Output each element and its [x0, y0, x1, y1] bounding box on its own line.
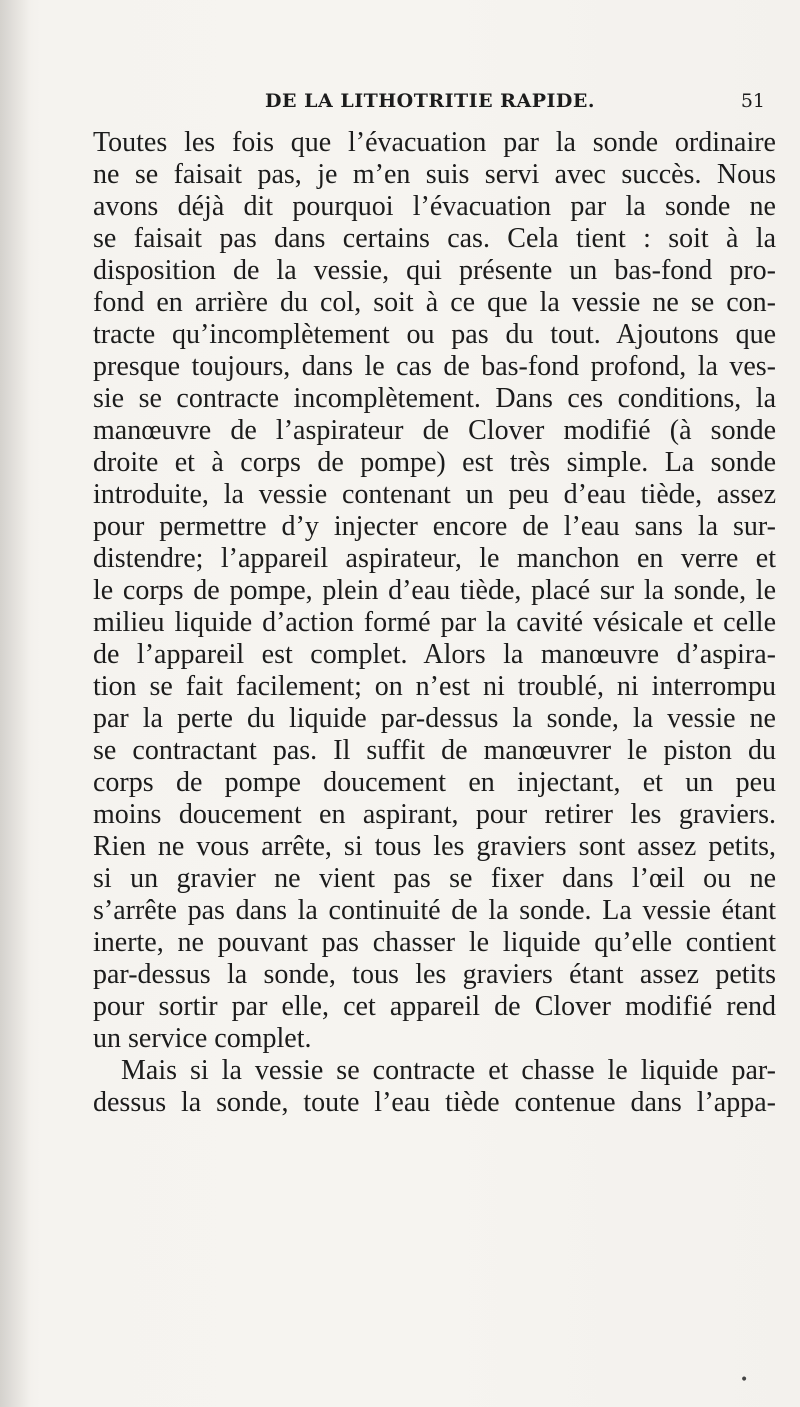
- text-line: par la perte du liquide par-dessus la sonde, la vessie ne: [93, 703, 776, 734]
- text-line: se faisait pas dans certains cas. Cela tient : soit à la: [93, 223, 776, 254]
- text-line: disposition de la vessie, qui présente un bas-fond pro-: [93, 255, 776, 286]
- text-line: pour sortir par elle, cet appareil de Clover modifié rend: [93, 991, 776, 1022]
- text-line: le corps de pompe, plein d’eau tiède, placé sur la sonde, le: [93, 575, 776, 606]
- text-line: Mais si la vessie se contracte et chasse le liquide par-: [121, 1055, 776, 1086]
- text-line: corps de pompe doucement en injectant, et un peu: [93, 767, 776, 798]
- text-line: Rien ne vous arrête, si tous les graviers sont assez petits,: [93, 831, 776, 862]
- text-line: pour permettre d’y injecter encore de l’eau sans la sur-: [93, 511, 776, 542]
- text-line: avons déjà dit pourquoi l’évacuation par la sonde ne: [93, 191, 776, 222]
- text-line: s’arrête pas dans la continuité de la sonde. La vessie étant: [93, 895, 776, 926]
- body-text: [93, 127, 776, 1119]
- text-line: fond en arrière du col, soit à ce que la vessie ne se con-: [93, 287, 776, 318]
- text-line: tracte qu’incomplètement ou pas du tout. Ajoutons que: [93, 319, 776, 350]
- text-line: si un gravier ne vient pas se fixer dans l’œil ou ne: [93, 863, 776, 894]
- text-line: milieu liquide d’action formé par la cavité vésicale et celle: [93, 607, 776, 638]
- text-line: tion se fait facilement; on n’est ni troublé, ni interrompu: [93, 671, 776, 702]
- text-line: manœuvre de l’aspirateur de Clover modifié (à sonde: [93, 415, 776, 446]
- text-line: Toutes les fois que l’évacuation par la sonde ordinaire: [93, 127, 776, 158]
- text-line: de l’appareil est complet. Alors la manœuvre d’aspira-: [93, 639, 776, 670]
- gutter-shadow: [0, 0, 30, 1407]
- footer-mark: •: [740, 1372, 749, 1388]
- page-header: [90, 90, 770, 120]
- text-line: se contractant pas. Il suffit de manœuvrer le piston du: [93, 735, 776, 766]
- page-number: 51: [740, 90, 765, 112]
- text-line: un service complet.: [93, 1023, 312, 1054]
- text-line: sie se contracte incomplètement. Dans ces conditions, la: [93, 383, 776, 414]
- text-line: moins doucement en aspirant, pour retirer les graviers.: [93, 799, 776, 830]
- text-line: introduite, la vessie contenant un peu d’eau tiède, assez: [93, 479, 776, 510]
- text-line: dessus la sonde, toute l’eau tiède contenue dans l’appa-: [93, 1087, 776, 1118]
- text-line: ne se faisait pas, je m’en suis servi avec succès. Nous: [93, 159, 776, 190]
- text-line: par-dessus la sonde, tous les graviers étant assez petits: [93, 959, 776, 990]
- text-line: inerte, ne pouvant pas chasser le liquide qu’elle contient: [93, 927, 776, 958]
- running-title: DE LA LITHOTRITIE RAPIDE.: [265, 90, 595, 112]
- text-line: droite et à corps de pompe) est très simple. La sonde: [93, 447, 776, 478]
- text-line: distendre; l’appareil aspirateur, le manchon en verre et: [93, 543, 776, 574]
- text-line: presque toujours, dans le cas de bas-fond profond, la ves-: [93, 351, 776, 382]
